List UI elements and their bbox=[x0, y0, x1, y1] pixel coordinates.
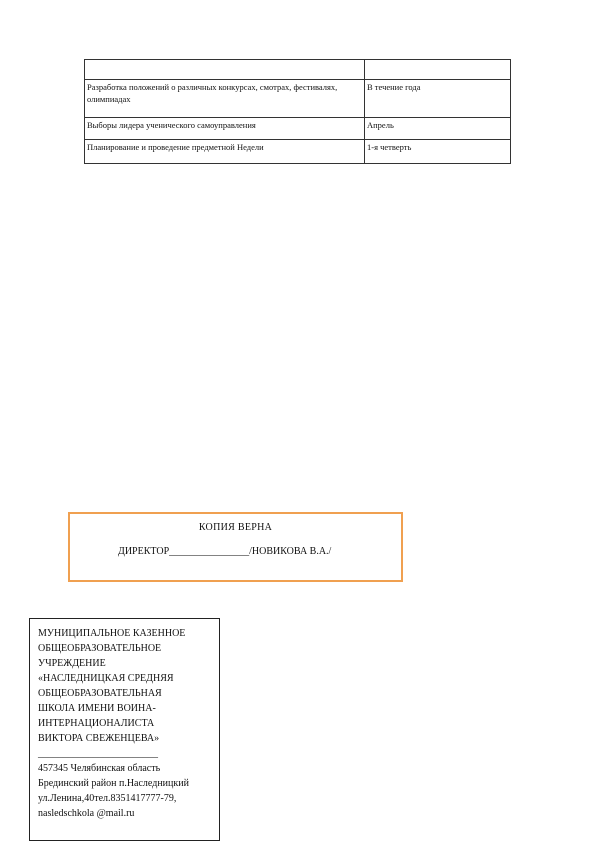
school-stamp-line: ОБЩЕОБРАЗОВАТЕЛЬНАЯ bbox=[38, 688, 162, 699]
certification-box bbox=[68, 512, 403, 582]
school-stamp-line: Брединский район п.Наследницкий bbox=[38, 778, 189, 789]
school-stamp-line: ул.Ленина,40тел.8351417777-79, bbox=[38, 793, 177, 804]
director-signature-line: ДИРЕКТОР________________/НОВИКОВА В.А./ bbox=[118, 546, 332, 557]
school-stamp-line: МУНИЦИПАЛЬНОЕ КАЗЕННОЕ bbox=[38, 628, 186, 639]
school-stamp-line: ВИКТОРА СВЕЖЕНЦЕВА» bbox=[38, 733, 160, 744]
deadline-cell: Апрель bbox=[365, 118, 511, 140]
certification-title: КОПИЯ ВЕРНА bbox=[198, 522, 273, 533]
school-stamp-line: 457345 Челябинская область bbox=[38, 763, 161, 774]
table-row bbox=[85, 118, 511, 140]
deadline-cell: В течение года bbox=[365, 80, 511, 118]
table-row bbox=[85, 60, 511, 80]
activity-cell bbox=[85, 60, 365, 80]
school-stamp-line: ИНТЕРНАЦИОНАЛИСТА bbox=[38, 718, 155, 729]
school-stamp-line: ШКОЛА ИМЕНИ ВОИНА- bbox=[38, 703, 156, 714]
school-stamp-line: «НАСЛЕДНИЦКАЯ СРЕДНЯЯ bbox=[38, 673, 174, 684]
school-stamp-line: УЧРЕЖДЕНИЕ bbox=[38, 658, 106, 669]
table-row bbox=[85, 80, 511, 118]
activity-cell: Разработка положений о различных конкурсах, смотрах, фестивалях, олимпиадах bbox=[85, 80, 365, 118]
deadline-cell: 1-я четверть bbox=[365, 140, 511, 164]
plan-table bbox=[84, 59, 511, 164]
school-stamp-divider: ________________________ bbox=[38, 748, 158, 759]
school-stamp-line: ОБЩЕОБРАЗОВАТЕЛЬНОЕ bbox=[38, 643, 162, 654]
deadline-cell bbox=[365, 60, 511, 80]
table-row bbox=[85, 140, 511, 164]
activity-cell: Планирование и проведение предметной Недели bbox=[85, 140, 365, 164]
activity-cell: Выборы лидера ученического самоуправления bbox=[85, 118, 365, 140]
school-stamp-line: nasledschkola @mail.ru bbox=[38, 808, 135, 819]
school-stamp bbox=[29, 618, 220, 841]
